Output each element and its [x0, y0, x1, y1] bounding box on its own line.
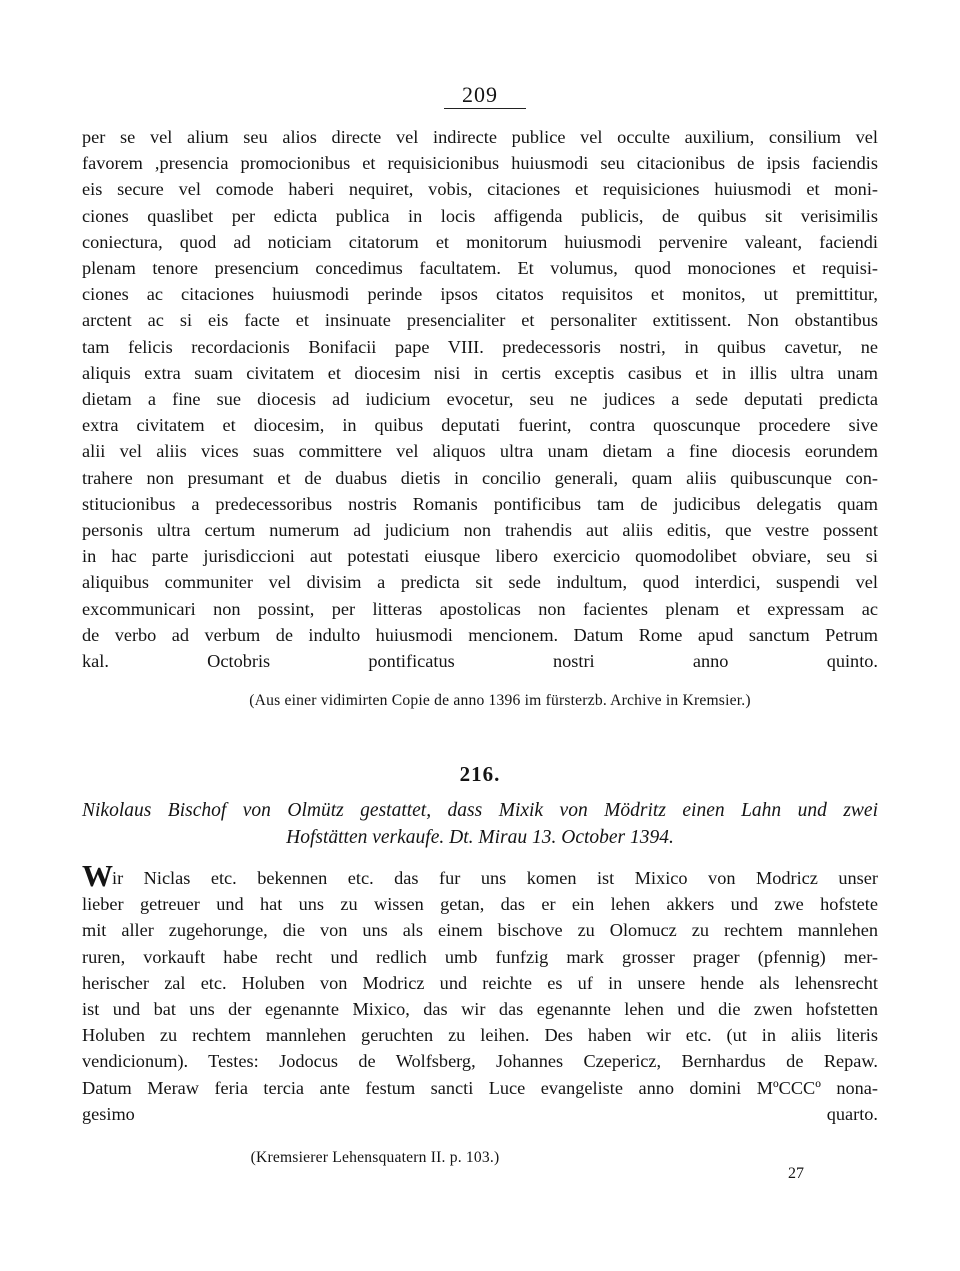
text-line: ciones quaslibet per edicta publica in locis affigenda publicis, de quibus sit verisimilis	[82, 205, 878, 226]
text-line: ruren, vorkauft habe recht und redlich umb funfzig mark grosser prager (pfennig) mer-	[82, 946, 878, 967]
text-line: herischer zal etc. Holuben von Modricz und reichte es uf in unsere hende als lehensrecht	[82, 972, 878, 993]
text-line: excommunicari non possint, per litteras apostolicas non facientes plenam et expressam ac	[82, 598, 878, 619]
text-line: mit aller zugehorunge, die von uns als einem bischove zu Olomucz zu rechtem mannlehen	[82, 920, 878, 941]
text-line: in hac parte jurisdiccioni aut potestati eiusque libero exercicio quomodolibet obviare, seu si	[82, 546, 878, 567]
first-line-text: ir Niclas etc. bekennen etc. das fur uns komen ist Mixico von Modricz unser	[112, 868, 878, 888]
source-note: (Kremsierer Lehensquatern II. p. 103.)	[250, 1149, 500, 1166]
text-line: aliquis extra suam civitatem et diocesim nisi in certis exceptis casibus et in illis ultra unam	[82, 362, 878, 383]
text-line: eis secure vel comode haberi nequiret, vobis, citaciones et requisiciones huiusmodi et moni-	[82, 179, 878, 200]
text-line: coniectura, quod ad noticiam citatorum et monitorum huiusmodi pervenire valeant, faciendi	[82, 231, 878, 252]
heading-line: Hofstätten verkaufe. Dt. Mirau 13. October 1394.	[286, 826, 674, 848]
text-line: per se vel alium seu alios directe vel indirecte publice vel occulte auxilium, consilium vel	[82, 127, 878, 147]
text-line: alii vel aliis vices suas committere vel aliquos ultra unam dietam a fine diocesis eorundem	[82, 441, 878, 462]
text-line: aliquibus communiter vel divisim a predicta sit sede indultum, quod interdici, suspendi vel	[82, 572, 878, 593]
signature-number: 27	[788, 1165, 804, 1182]
heading-line: Nikolaus Bischof von Olmütz gestattet, dass Mixik von Mödritz einen Lahn und zwei	[82, 800, 878, 821]
text-line: Datum Meraw feria tercia ante festum sancti Luce evangeliste anno domini MºCCCº nona-	[82, 1077, 878, 1098]
page-number-rule	[444, 108, 526, 109]
text-line: trahere non presumant et de duabus dietis in concilio generali, quam aliis quibuscunque con-	[82, 467, 878, 488]
text-line: kal. Octobris pontificatus nostri anno quinto.	[82, 651, 878, 672]
text-line: Holuben zu rechtem mannlehen geruchten zu leihen. Des haben wir etc. (ut in aliis literis	[82, 1025, 878, 1046]
text-line: lieber getreuer und hat uns zu wissen getan, das er ein lehen akkers und zwe hofstete	[82, 894, 878, 915]
document-heading	[82, 798, 878, 851]
text-line: personis ultra certum numerum ad judicium non trahendis aut aliis editis, que vestre possent	[82, 520, 878, 541]
document-body	[82, 858, 878, 1127]
text-line: ciones ac citaciones huiusmodi perinde ipsos citatos requisitos et monitos, ut premittitur,	[82, 284, 878, 305]
page-number: 209	[462, 82, 498, 107]
text-line: vendicionum). Testes: Jodocus de Wolfsberg, Johannes Czepericz, Bernhardus de Repaw.	[82, 1051, 878, 1072]
text-line: de verbo ad verbum de indulto huiusmodi mencionem. Datum Rome apud sanctum Petrum	[82, 624, 878, 645]
text-line: tam felicis recordacionis Bonifacii pape VIII. predecessoris nostri, in quibus cavetur, ne	[82, 336, 878, 357]
source-note: (Aus einer vidimirten Copie de anno 1396 im fürsterzb. Archive in Kremsier.)	[249, 692, 751, 709]
text-line: stitucionibus a predecessoribus nostris Romanis pontificibus tam de judicibus delegatis quam	[82, 493, 878, 514]
text-line: gesimo quarto.	[82, 1103, 878, 1124]
document-number: 216.	[459, 762, 501, 786]
text-line: extra civitatem et diocesim, in quibus deputati fuerint, contra quoscunque procedere sive	[82, 415, 878, 436]
text-line: favorem ,presencia promocionibus et requisicionibus huiusmodi seu citacionibus de ipsis faciendis	[82, 153, 878, 174]
drop-cap: W	[82, 858, 112, 893]
text-line: arctent ac si eis facte et insinuate presencialiter et personaliter extitissent. Non obstantibus	[82, 310, 878, 331]
text-line	[82, 858, 878, 893]
text-line: dietam a fine sue diocesis ad iudicium evocetur, seu ne judices a sede deputati predicta	[82, 389, 878, 410]
text-line: ist und bat uns der egenannte Mixico, das wir das egenannte lehen und die zwen hofstetten	[82, 999, 878, 1020]
continuation-paragraph	[82, 124, 878, 674]
text-line: plenam tenore presencium concedimus facultatem. Et volumus, quod monociones et requisi-	[82, 258, 878, 279]
